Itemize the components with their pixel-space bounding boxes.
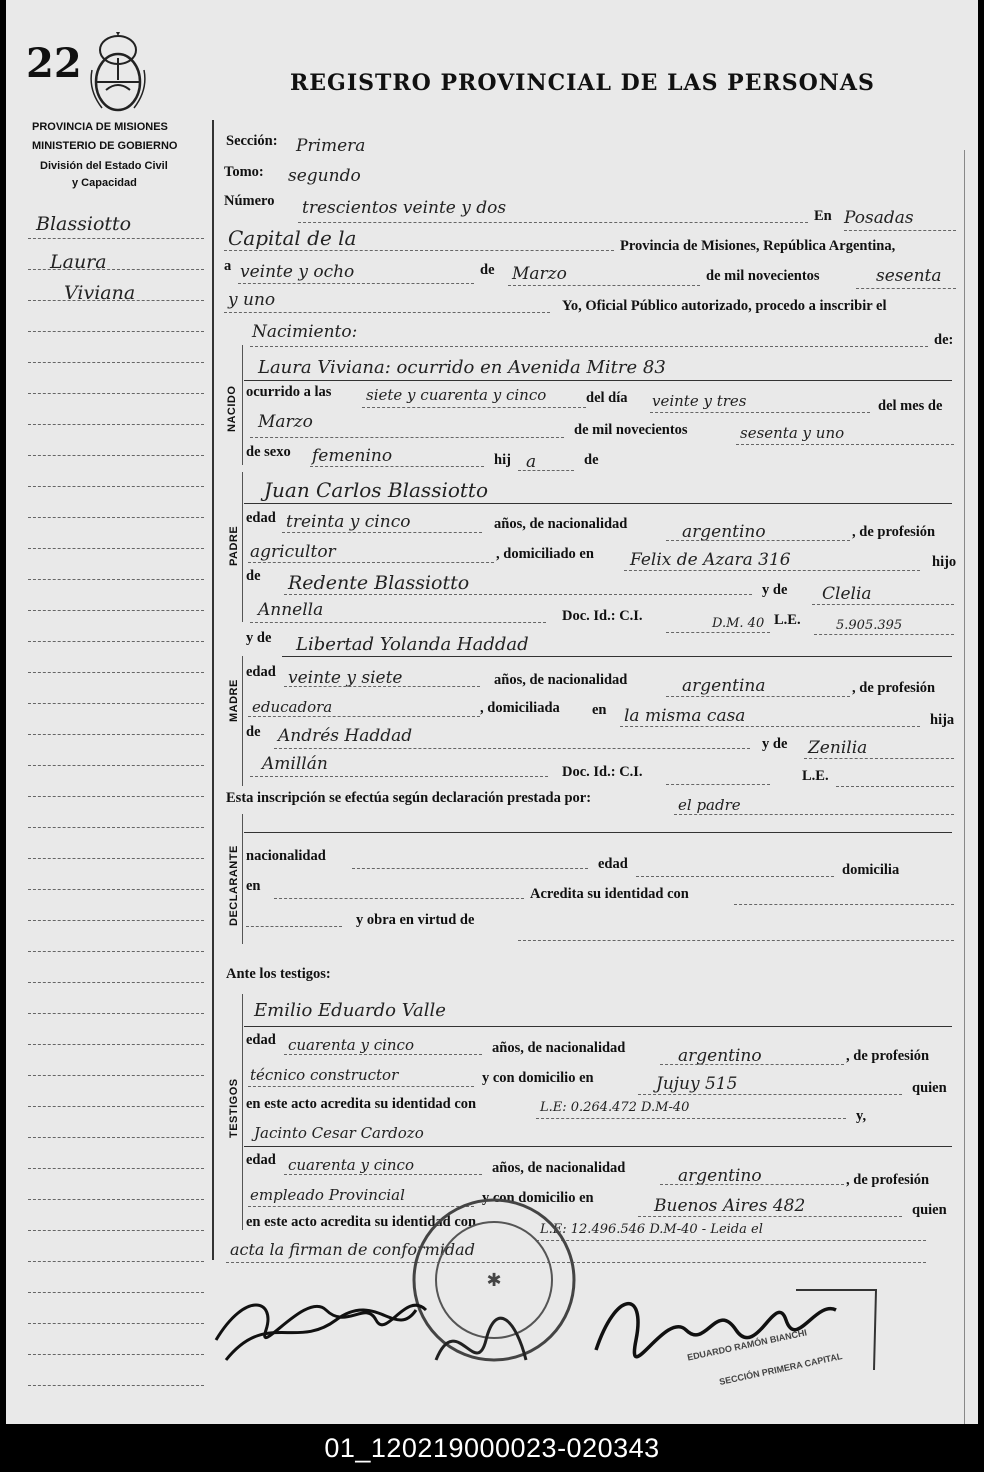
madre-y-de2-label: y de [762, 736, 788, 752]
declarante-en-label: en [246, 878, 261, 894]
margin-rule [28, 1075, 204, 1076]
testigos-section-label: TESTIGOS [228, 1078, 240, 1138]
declaracion-text: Esta inscripción se efectúa según declaración prestada por: [226, 790, 592, 806]
padre-de-label: de [246, 568, 261, 584]
t1-name-value: Emilio Eduardo Valle [254, 1000, 446, 1021]
margin-rule [28, 1106, 204, 1107]
margin-rule [28, 920, 204, 921]
nacido-name-value: Laura Viviana: ocurrido en Avenida Mitre 83 [258, 357, 666, 378]
padre-edad-label: edad [246, 510, 276, 526]
margin-rule [28, 362, 204, 363]
margin-name-1: Blassiotto [36, 213, 132, 235]
mil-text-1: de mil novecientos [706, 268, 820, 284]
margin-rule [28, 331, 204, 332]
madre-en-label: en [592, 702, 607, 718]
margin-rule [28, 1137, 204, 1138]
madre-nac-text: años, de nacionalidad [494, 672, 628, 688]
declarante-acredita-label: Acredita su identidad con [530, 886, 689, 902]
page-number: 22 [26, 40, 82, 87]
document-id-footer: 01_120219000023-020343 [0, 1424, 984, 1472]
ciudad-value: Capital de la [228, 226, 357, 250]
padre-edad-value: treinta y cinco [286, 512, 411, 532]
t2-edad-label: edad [246, 1152, 276, 1168]
provincia-text: Provincia de Misiones, República Argentina, [620, 238, 896, 254]
madre-dom-value: la misma casa [624, 706, 746, 726]
margin-rule [28, 889, 204, 890]
t2-acredita-label: en este acto acredita su identidad con [246, 1214, 477, 1230]
madre-prof-label: , de profesión [852, 680, 936, 696]
madre-edad-value: veinte y siete [288, 668, 403, 688]
padre-section-label: PADRE [228, 525, 240, 566]
del-mes-label: del mes de [878, 398, 943, 414]
t1-nac-value: argentino [678, 1046, 762, 1066]
numero-label: Número [224, 193, 275, 209]
closing-text: acta la firman de conformidad [230, 1240, 475, 1259]
org-line-2: MINISTERIO DE GOBIERNO [32, 140, 178, 152]
t2-nac-value: argentino [678, 1166, 762, 1186]
document-title: REGISTRO PROVINCIAL DE LAS PERSONAS [290, 70, 875, 96]
margin-name-2: Laura [50, 251, 107, 273]
padre-hijo-label: hijo [932, 554, 957, 570]
margin-rule [28, 486, 204, 487]
margin-rule [28, 610, 204, 611]
margin-rule [28, 827, 204, 828]
en-value: Posadas [844, 208, 914, 228]
t2-quien-label: quien [912, 1202, 947, 1218]
madre-le-label: L.E. [802, 768, 829, 784]
margin-rule [28, 1168, 204, 1169]
madre-madre-value-2: Amillán [262, 754, 328, 774]
padre-le-label: L.E. [774, 612, 801, 628]
nacido-dia-value: veinte y tres [652, 392, 747, 410]
padre-y-de-label: y de [762, 582, 788, 598]
dia-value: veinte y ocho [240, 262, 355, 282]
testigos-intro: Ante los testigos: [226, 966, 331, 982]
en-label: En [814, 208, 832, 224]
padre-padre-value: Redente Blassiotto [288, 572, 470, 594]
margin-rule [28, 951, 204, 952]
madre-y-de-label: y de [246, 630, 272, 646]
declarante-section-label: DECLARANTE [228, 845, 240, 926]
t1-dom-value: Jujuy 515 [656, 1074, 738, 1094]
mes-value: Marzo [512, 264, 567, 284]
madre-hija-label: hija [930, 712, 955, 728]
madre-dom-label: , domiciliada [480, 700, 560, 716]
madre-section-label: MADRE [228, 679, 240, 722]
document-page [6, 0, 978, 1424]
padre-doc-label: Doc. Id.: C.I. [562, 608, 643, 624]
t2-edad-value: cuarenta y cinco [288, 1156, 414, 1174]
form-left-border [212, 120, 214, 1260]
madre-padre-value: Andrés Haddad [278, 726, 413, 746]
declarante-edad-label: edad [598, 856, 628, 872]
padre-madre-value-2: Annella [258, 600, 324, 620]
hora-value: siete y cuarenta y cinco [366, 386, 547, 404]
margin-rule [28, 703, 204, 704]
seccion-label: Sección: [226, 133, 278, 149]
padre-doc-value: D.M. 40 [712, 616, 765, 631]
form-right-border [964, 150, 965, 1424]
declarante-dom-label: domicilia [842, 862, 900, 878]
padre-dom-label: , domiciliado en [496, 546, 594, 562]
nacido-de-label: de [584, 452, 599, 468]
t1-prof-label: , de profesión [846, 1048, 930, 1064]
t1-y-label: y, [856, 1108, 867, 1124]
sexo-value: femenino [312, 446, 393, 466]
t2-nac-text: años, de nacionalidad [492, 1160, 626, 1176]
t2-dom-label: y con domicilio en [482, 1190, 594, 1206]
t1-edad-value: cuarenta y cinco [288, 1036, 414, 1054]
margin-rule [28, 796, 204, 797]
t2-dom-value: Buenos Aires 482 [654, 1196, 806, 1216]
margin-rule [28, 982, 204, 983]
declarante-obra-label: y obra en virtud de [356, 912, 475, 928]
margin-rule [28, 734, 204, 735]
tomo-label: Tomo: [224, 164, 264, 180]
numero-value: trescientos veinte y dos [302, 198, 507, 218]
margin-rule [28, 672, 204, 673]
de-end-label: de: [934, 332, 954, 348]
declaracion-value: el padre [678, 796, 741, 814]
margin-rule [28, 765, 204, 766]
t1-quien-label: quien [912, 1080, 947, 1096]
t1-acredita-label: en este acto acredita su identidad con [246, 1096, 477, 1112]
t1-dom-label: y con domicilio en [482, 1070, 594, 1086]
margin-rule [28, 517, 204, 518]
t2-prof-label: , de profesión [846, 1172, 930, 1188]
signature-middle-icon [426, 1300, 546, 1390]
nacido-section-label: NACIDO [226, 385, 238, 432]
nacido-mes-value: Marzo [258, 412, 313, 432]
margin-rule [28, 1044, 204, 1045]
anio-value: sesenta [876, 266, 942, 286]
official-stamp-line-2: SECCIÓN PRIMERA CAPITAL [718, 1351, 844, 1387]
hij-label: hij [494, 452, 511, 468]
margin-rule [28, 238, 204, 239]
margin-rule [28, 579, 204, 580]
madre-de-label: de [246, 724, 261, 740]
margin-rule [28, 641, 204, 642]
acto-value: Nacimiento: [252, 322, 358, 342]
madre-doc-label: Doc. Id.: C.I. [562, 764, 643, 780]
padre-nac-text: años, de nacionalidad [494, 516, 628, 532]
madre-madre-value: Zenilia [808, 738, 868, 758]
coat-of-arms-icon [86, 30, 150, 116]
margin-rule [28, 1354, 204, 1355]
margin-rule [28, 1323, 204, 1324]
oficial-text: Yo, Oficial Público autorizado, procedo a inscribir el [562, 298, 887, 314]
padre-name-value: Juan Carlos Blassiotto [264, 478, 489, 502]
t2-doc-value: L.E: 12.496.546 D.M-40 - Leida el [540, 1222, 763, 1237]
madre-prof-value: educadora [252, 698, 333, 716]
del-dia-label: del día [586, 390, 628, 406]
signature-right-icon [586, 1270, 886, 1390]
a-label: a [224, 258, 232, 274]
margin-rule [28, 1292, 204, 1293]
padre-nac-value: argentino [682, 522, 766, 542]
t2-name-value: Jacinto Cesar Cardozo [254, 1124, 424, 1142]
madre-nac-value: argentina [682, 676, 766, 696]
margin-rule [28, 393, 204, 394]
madre-edad-label: edad [246, 664, 276, 680]
padre-prof-value: agricultor [250, 542, 336, 562]
margin-rule [28, 1230, 204, 1231]
t1-edad-label: edad [246, 1032, 276, 1048]
hij-value: a [526, 452, 537, 472]
org-line-3: División del Estado Civil [40, 160, 168, 172]
margin-rule [28, 1385, 204, 1386]
svg-text:✱: ✱ [486, 1270, 502, 1291]
t1-nac-text: años, de nacionalidad [492, 1040, 626, 1056]
official-stamp-line-1: EDUARDO RAMÓN BIANCHI [686, 1327, 808, 1363]
sexo-label: de sexo [246, 444, 291, 460]
padre-madre-value: Clelia [822, 584, 872, 604]
nacido-mil-text: de mil novecientos [574, 422, 688, 438]
margin-rule [28, 1013, 204, 1014]
t1-doc-value: L.E: 0.264.472 D.M-40 [540, 1100, 690, 1115]
margin-rule [28, 455, 204, 456]
madre-name-value: Libertad Yolanda Haddad [296, 634, 529, 655]
t2-prof-value: empleado Provincial [250, 1186, 405, 1204]
anio-value-2: y uno [228, 290, 276, 310]
padre-prof-label: , de profesión [852, 524, 936, 540]
margin-rule [28, 424, 204, 425]
de-label-1: de [480, 262, 495, 278]
org-line-1: PROVINCIA DE MISIONES [32, 121, 168, 133]
margin-rule [28, 858, 204, 859]
declarante-nac-label: nacionalidad [246, 848, 326, 864]
margin-rule [28, 1261, 204, 1262]
org-line-4: y Capacidad [72, 177, 137, 189]
nacido-anio-value: sesenta y uno [740, 424, 845, 442]
tomo-value: segundo [288, 166, 361, 186]
margin-name-3: Viviana [64, 282, 136, 304]
ocurrido-label: ocurrido a las [246, 384, 332, 400]
margin-rule [28, 548, 204, 549]
t1-prof-value: técnico constructor [250, 1066, 399, 1084]
seccion-value: Primera [296, 136, 366, 156]
padre-le-value: 5.905.395 [836, 618, 903, 633]
margin-rule [28, 1199, 204, 1200]
padre-dom-value: Felix de Azara 316 [630, 550, 791, 570]
